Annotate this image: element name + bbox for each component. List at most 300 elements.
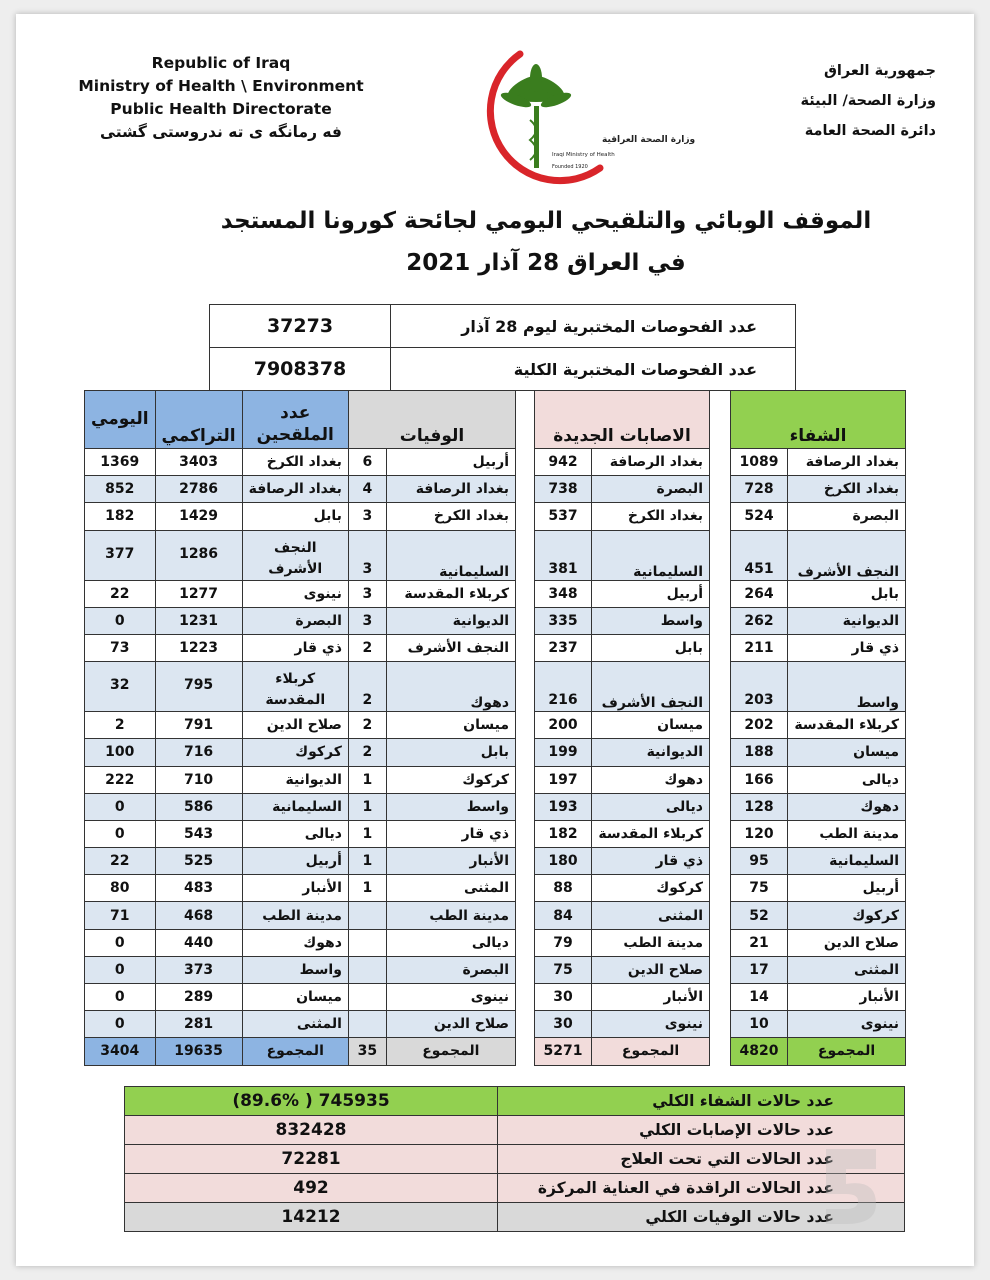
new-cases-total-label: المجموع: [592, 1038, 710, 1065]
recovery-governorate: الديوانية: [788, 607, 906, 634]
header-left-line: فه رمانگه ی ته ندروستی گشتی: [100, 123, 342, 141]
recovery-count: 14: [731, 984, 788, 1011]
vaccinated-governorate: مدينة الطب: [242, 902, 348, 929]
recovery-count: 17: [731, 956, 788, 983]
deaths-row: [349, 503, 516, 530]
vaccinated-row: [85, 929, 349, 956]
vaccinated-cumulative: 1231: [155, 607, 242, 634]
deaths-count: [349, 929, 387, 956]
vaccinated-cumulative: 289: [155, 984, 242, 1011]
watermark-logo: [806, 1139, 896, 1229]
recovery-row: [731, 503, 906, 530]
deaths-count: 2: [349, 739, 387, 766]
recovery-count: 211: [731, 634, 788, 661]
deaths-governorate: البصرة: [386, 956, 515, 983]
new-cases-count: 199: [535, 739, 592, 766]
deaths-count: 1: [349, 766, 387, 793]
vaccinated-cumulative: 483: [155, 875, 242, 902]
summary-value: 832428: [125, 1116, 498, 1145]
summary-value: (89.6% ) 745935: [125, 1087, 498, 1116]
new-cases-governorate: دهوك: [592, 766, 710, 793]
vaccinated-governorate: ميسان: [242, 984, 348, 1011]
new-cases-governorate: ديالى: [592, 793, 710, 820]
vaccinated-cumulative: 710: [155, 766, 242, 793]
summary-row: [125, 1087, 905, 1116]
new-cases-count: 381: [535, 530, 592, 580]
vaccinated-header-row: [85, 391, 349, 449]
deaths-governorate: كركوك: [386, 766, 515, 793]
deaths-governorate: نينوى: [386, 984, 515, 1011]
vaccinated-daily: 852: [85, 476, 156, 503]
palm-fronds: [499, 64, 572, 110]
vaccinated-row: [85, 530, 349, 580]
vaccinated-cumulative: 1277: [155, 580, 242, 607]
new-cases-count: 537: [535, 503, 592, 530]
recovery-governorate: ديالى: [788, 766, 906, 793]
recovery-count: 524: [731, 503, 788, 530]
vaccinated-row: [85, 476, 349, 503]
logo-red-arc: [490, 54, 600, 181]
recovery-count: 1089: [731, 449, 788, 476]
new-cases-header-row: [535, 391, 710, 449]
deaths-governorate: ديالى: [386, 929, 515, 956]
vaccinated-daily: 100: [85, 739, 156, 766]
deaths-row: [349, 449, 516, 476]
vaccinated-daily: 22: [85, 848, 156, 875]
recovery-count: 128: [731, 793, 788, 820]
new-cases-row: [535, 793, 710, 820]
new-cases-row: [535, 607, 710, 634]
new-cases-total-value: 5271: [535, 1038, 592, 1065]
deaths-row: [349, 712, 516, 739]
vaccinated-cumulative: 1286: [155, 530, 242, 580]
header-right-line: دائرة الصحة العامة: [804, 123, 936, 139]
deaths-count: 3: [349, 530, 387, 580]
new-cases-row: [535, 875, 710, 902]
deaths-governorate: المثنى: [386, 875, 515, 902]
recovery-count: 264: [731, 580, 788, 607]
vaccinated-row: [85, 712, 349, 739]
ministry-logo: [450, 50, 696, 186]
new-cases-total-row: [535, 1038, 710, 1065]
new-cases-row: [535, 984, 710, 1011]
vaccinated-row: [85, 793, 349, 820]
recovery-row: [731, 712, 906, 739]
new-cases-row: [535, 1011, 710, 1038]
new-cases-governorate: المثنى: [592, 902, 710, 929]
new-cases-governorate: الديوانية: [592, 739, 710, 766]
deaths-count: 2: [349, 634, 387, 661]
recovery-row: [731, 530, 906, 580]
vaccinated-governorate: ذي قار: [242, 634, 348, 661]
deaths-count: 1: [349, 875, 387, 902]
deaths-governorate: ذي قار: [386, 820, 515, 847]
vaccinated-cumulative: 468: [155, 902, 242, 929]
recovery-governorate: المثنى: [788, 956, 906, 983]
vaccinated-cumulative: 543: [155, 820, 242, 847]
deaths-count: [349, 984, 387, 1011]
new-cases-governorate: كربلاء المقدسة: [592, 820, 710, 847]
deaths-governorate: بغداد الكرخ: [386, 503, 515, 530]
recovery-total-label: المجموع: [788, 1038, 906, 1065]
vaccinated-row: [85, 848, 349, 875]
vaccinated-daily: 0: [85, 1011, 156, 1038]
vaccinated-row: [85, 956, 349, 983]
logo-founded-text: Founded 1920: [552, 164, 588, 170]
vaccinated-daily: 222: [85, 766, 156, 793]
deaths-table: [348, 390, 516, 1066]
new-cases-header: الاصابات الجديدة: [535, 391, 710, 449]
recovery-table: [730, 390, 906, 1066]
new-cases-governorate: أربيل: [592, 580, 710, 607]
summary-label: عدد الحالات التي تحت العلاج: [498, 1145, 905, 1174]
vaccinated-total-daily: 3404: [85, 1038, 156, 1065]
deaths-row: [349, 530, 516, 580]
vaccinated-row: [85, 766, 349, 793]
recovery-row: [731, 984, 906, 1011]
new-cases-governorate: السليمانية: [592, 530, 710, 580]
header-english: [76, 52, 366, 144]
recovery-governorate: كركوك: [788, 902, 906, 929]
new-cases-count: 30: [535, 984, 592, 1011]
new-cases-governorate: صلاح الدين: [592, 956, 710, 983]
new-cases-count: 197: [535, 766, 592, 793]
vaccinated-row: [85, 984, 349, 1011]
deaths-header: الوفيات: [349, 391, 516, 449]
deaths-governorate: واسط: [386, 793, 515, 820]
summary-row: [125, 1145, 905, 1174]
new-cases-count: 180: [535, 848, 592, 875]
new-cases-row: [535, 530, 710, 580]
recovery-governorate: دهوك: [788, 793, 906, 820]
summary-row: [125, 1203, 905, 1232]
vaccinated-daily: 2: [85, 712, 156, 739]
vaccinated-governorate: الديوانية: [242, 766, 348, 793]
recovery-row: [731, 580, 906, 607]
summary-row: [125, 1116, 905, 1145]
recovery-row: [731, 956, 906, 983]
deaths-count: [349, 956, 387, 983]
vaccinated-cumulative: 586: [155, 793, 242, 820]
vaccinated-cumulative: 3403: [155, 449, 242, 476]
recovery-count: 21: [731, 929, 788, 956]
recovery-count: 166: [731, 766, 788, 793]
deaths-count: 1: [349, 820, 387, 847]
new-cases-governorate: نينوى: [592, 1011, 710, 1038]
vaccinated-governorate: بابل: [242, 503, 348, 530]
deaths-governorate: النجف الأشرف: [386, 634, 515, 661]
vaccinated-row: [85, 607, 349, 634]
header-left-line: Ministry of Health \ Environment: [78, 77, 364, 95]
header-right-line: وزارة الصحة/ البيئة: [800, 93, 936, 109]
recovery-count: 95: [731, 848, 788, 875]
vaccinated-daily: 71: [85, 902, 156, 929]
deaths-row: [349, 634, 516, 661]
recovery-row: [731, 739, 906, 766]
new-cases-governorate: بغداد الرصافة: [592, 449, 710, 476]
vaccinated-total-cum: 19635: [155, 1038, 242, 1065]
new-cases-row: [535, 503, 710, 530]
summary-label: عدد الحالات الراقدة في العناية المركزة: [498, 1174, 905, 1203]
vaccinated-governorate: ديالى: [242, 820, 348, 847]
deaths-governorate: الديوانية: [386, 607, 515, 634]
deaths-row: [349, 793, 516, 820]
deaths-row: [349, 929, 516, 956]
new-cases-governorate: بابل: [592, 634, 710, 661]
new-cases-count: 75: [535, 956, 592, 983]
deaths-governorate: أربيل: [386, 449, 515, 476]
recovery-governorate: السليمانية: [788, 848, 906, 875]
new-cases-governorate: واسط: [592, 607, 710, 634]
recovery-row: [731, 902, 906, 929]
vaccinated-daily: 32: [85, 662, 156, 712]
vaccinated-cumulative: 1223: [155, 634, 242, 661]
recovery-count: 203: [731, 662, 788, 712]
recovery-count: 188: [731, 739, 788, 766]
recovery-row: [731, 607, 906, 634]
vaccinated-row: [85, 875, 349, 902]
deaths-row: [349, 1011, 516, 1038]
recovery-row: [731, 848, 906, 875]
deaths-row: [349, 766, 516, 793]
deaths-governorate: صلاح الدين: [386, 1011, 515, 1038]
vaccinated-governorate: نينوى: [242, 580, 348, 607]
vaccinated-governorate: المثنى: [242, 1011, 348, 1038]
summary-value: 492: [125, 1174, 498, 1203]
vaccinated-governorate: صلاح الدين: [242, 712, 348, 739]
vaccinated-header-gov: عدد الملقحين: [242, 391, 348, 449]
recovery-total-value: 4820: [731, 1038, 788, 1065]
deaths-governorate: بابل: [386, 739, 515, 766]
new-cases-count: 79: [535, 929, 592, 956]
new-cases-count: 30: [535, 1011, 592, 1038]
deaths-count: 2: [349, 662, 387, 712]
new-cases-count: 84: [535, 902, 592, 929]
vaccinated-governorate: دهوك: [242, 929, 348, 956]
recovery-governorate: الأنبار: [788, 984, 906, 1011]
vaccinated-daily: 80: [85, 875, 156, 902]
deaths-count: 1: [349, 793, 387, 820]
vaccinated-header-daily: اليومي: [85, 391, 156, 449]
deaths-count: 1: [349, 848, 387, 875]
recovery-row: [731, 449, 906, 476]
new-cases-row: [535, 766, 710, 793]
recovery-governorate: أربيل: [788, 875, 906, 902]
recovery-governorate: كربلاء المقدسة: [788, 712, 906, 739]
vaccinated-governorate: كركوك: [242, 739, 348, 766]
summary-value: 72281: [125, 1145, 498, 1174]
recovery-governorate: بابل: [788, 580, 906, 607]
vaccinated-header-cum: التراكمي: [155, 391, 242, 449]
vaccinated-row: [85, 503, 349, 530]
recovery-row: [731, 766, 906, 793]
vaccinated-row: [85, 634, 349, 661]
new-cases-governorate: ذي قار: [592, 848, 710, 875]
deaths-governorate: الأنبار: [386, 848, 515, 875]
vaccinated-governorate: واسط: [242, 956, 348, 983]
summary-table: [124, 1086, 905, 1232]
vaccinated-cumulative: 1429: [155, 503, 242, 530]
vaccinated-governorate: النجف الأشرف: [242, 530, 348, 580]
new-cases-governorate: كركوك: [592, 875, 710, 902]
deaths-governorate: كربلاء المقدسة: [386, 580, 515, 607]
summary-row: [125, 1174, 905, 1203]
deaths-row: [349, 902, 516, 929]
vaccinated-daily: 0: [85, 956, 156, 983]
summary-value: 14212: [125, 1203, 498, 1232]
recovery-count: 728: [731, 476, 788, 503]
recovery-count: 451: [731, 530, 788, 580]
deaths-count: 3: [349, 607, 387, 634]
recovery-governorate: صلاح الدين: [788, 929, 906, 956]
recovery-governorate: بغداد الرصافة: [788, 449, 906, 476]
deaths-header-row: [349, 391, 516, 449]
recovery-governorate: البصرة: [788, 503, 906, 530]
recovery-governorate: نينوى: [788, 1011, 906, 1038]
recovery-row: [731, 476, 906, 503]
new-cases-row: [535, 739, 710, 766]
title-line-1: الموقف الوبائي والتلقيحي اليومي لجائحة كورونا المستجد: [220, 208, 872, 234]
recovery-row: [731, 820, 906, 847]
recovery-governorate: ميسان: [788, 739, 906, 766]
deaths-row: [349, 956, 516, 983]
new-cases-governorate: الأنبار: [592, 984, 710, 1011]
new-cases-row: [535, 820, 710, 847]
vaccinated-daily: 0: [85, 820, 156, 847]
new-cases-row: [535, 449, 710, 476]
vaccinated-total-label: المجموع: [242, 1038, 348, 1065]
deaths-count: 2: [349, 712, 387, 739]
document-page: [16, 14, 974, 1266]
recovery-row: [731, 662, 906, 712]
new-cases-row: [535, 476, 710, 503]
new-cases-governorate: بغداد الكرخ: [592, 503, 710, 530]
deaths-row: [349, 476, 516, 503]
new-cases-count: 738: [535, 476, 592, 503]
new-cases-row: [535, 712, 710, 739]
vaccinated-daily: 0: [85, 929, 156, 956]
recovery-total-row: [731, 1038, 906, 1065]
new-cases-governorate: مدينة الطب: [592, 929, 710, 956]
deaths-row: [349, 848, 516, 875]
palm-trunk: [534, 106, 539, 168]
deaths-count: [349, 1011, 387, 1038]
new-cases-governorate: البصرة: [592, 476, 710, 503]
new-cases-governorate: ميسان: [592, 712, 710, 739]
tests-total-row: [210, 348, 796, 391]
new-cases-count: 237: [535, 634, 592, 661]
vaccinated-daily: 1369: [85, 449, 156, 476]
new-cases-row: [535, 929, 710, 956]
vaccinated-row: [85, 902, 349, 929]
vaccinated-daily: 73: [85, 634, 156, 661]
recovery-governorate: واسط: [788, 662, 906, 712]
deaths-row: [349, 820, 516, 847]
new-cases-table: [534, 390, 710, 1066]
vaccinated-daily: 377: [85, 530, 156, 580]
vaccinated-governorate: السليمانية: [242, 793, 348, 820]
summary-label: عدد حالات الإصابات الكلي: [498, 1116, 905, 1145]
deaths-count: 4: [349, 476, 387, 503]
vaccinated-cumulative: 791: [155, 712, 242, 739]
vaccinated-governorate: بغداد الكرخ: [242, 449, 348, 476]
vaccinated-row: [85, 449, 349, 476]
vaccinated-governorate: الأنبار: [242, 875, 348, 902]
recovery-governorate: مدينة الطب: [788, 820, 906, 847]
new-cases-count: 348: [535, 580, 592, 607]
recovery-governorate: ذي قار: [788, 634, 906, 661]
deaths-count: 3: [349, 580, 387, 607]
summary-label: عدد حالات الشفاء الكلي: [498, 1087, 905, 1116]
recovery-governorate: النجف الأشرف: [788, 530, 906, 580]
vaccinated-governorate: كربلاء المقدسة: [242, 662, 348, 712]
new-cases-count: 193: [535, 793, 592, 820]
deaths-row: [349, 875, 516, 902]
tests-daily-value: 37273: [210, 305, 391, 348]
new-cases-count: 335: [535, 607, 592, 634]
deaths-row: [349, 662, 516, 712]
new-cases-governorate: النجف الأشرف: [592, 662, 710, 712]
deaths-total-value: 35: [349, 1038, 387, 1065]
vaccinated-daily: 0: [85, 607, 156, 634]
deaths-count: [349, 902, 387, 929]
new-cases-count: 942: [535, 449, 592, 476]
vaccinated-governorate: البصرة: [242, 607, 348, 634]
deaths-governorate: مدينة الطب: [386, 902, 515, 929]
deaths-governorate: السليمانية: [386, 530, 515, 580]
deaths-governorate: دهوك: [386, 662, 515, 712]
vaccinated-daily: 22: [85, 580, 156, 607]
title-line-2: في العراق 28 آذار 2021: [406, 250, 686, 276]
tests-table: [209, 304, 796, 391]
deaths-row: [349, 580, 516, 607]
deaths-total-row: [349, 1038, 516, 1065]
logo-ar-text: وزارة الصحة العراقية: [602, 135, 696, 145]
tests-daily-row: [210, 305, 796, 348]
deaths-row: [349, 984, 516, 1011]
recovery-row: [731, 793, 906, 820]
recovery-row: [731, 929, 906, 956]
tests-total-value: 7908378: [210, 348, 391, 391]
vaccinated-cumulative: 2786: [155, 476, 242, 503]
deaths-row: [349, 739, 516, 766]
vaccinated-daily: 182: [85, 503, 156, 530]
recovery-row: [731, 1011, 906, 1038]
new-cases-count: 200: [535, 712, 592, 739]
recovery-count: 120: [731, 820, 788, 847]
vaccinated-governorate: أربيل: [242, 848, 348, 875]
header-arabic: [756, 56, 936, 146]
summary-label: عدد حالات الوفيات الكلي: [498, 1203, 905, 1232]
vaccinated-table: [84, 390, 349, 1066]
vaccinated-cumulative: 281: [155, 1011, 242, 1038]
vaccinated-cumulative: 525: [155, 848, 242, 875]
vaccinated-cumulative: 716: [155, 739, 242, 766]
new-cases-count: 216: [535, 662, 592, 712]
vaccinated-row: [85, 580, 349, 607]
vaccinated-governorate: بغداد الرصافة: [242, 476, 348, 503]
deaths-total-label: المجموع: [386, 1038, 515, 1065]
deaths-governorate: ميسان: [386, 712, 515, 739]
recovery-count: 10: [731, 1011, 788, 1038]
new-cases-count: 182: [535, 820, 592, 847]
tests-total-label: عدد الفحوصات المختبرية الكلية: [391, 348, 796, 391]
vaccinated-daily: 0: [85, 984, 156, 1011]
new-cases-count: 88: [535, 875, 592, 902]
vaccinated-row: [85, 1011, 349, 1038]
vaccinated-row: [85, 662, 349, 712]
header-right-line: جمهورية العراق: [823, 63, 936, 79]
